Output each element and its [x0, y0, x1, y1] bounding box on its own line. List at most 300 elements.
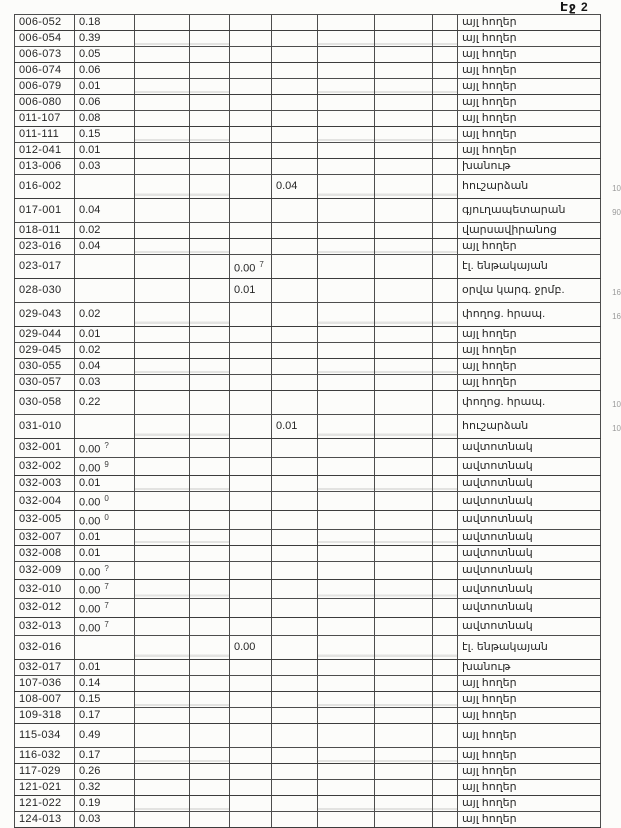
- table-row: [15, 303, 601, 327]
- table-row: [15, 47, 601, 63]
- land-use-label: ավտոտնակ: [462, 582, 533, 595]
- empty-cell: [135, 239, 190, 255]
- table-row: [15, 492, 601, 511]
- parcel-code-cell: 023-016: [15, 239, 75, 255]
- empty-cell: [318, 255, 375, 279]
- parcel-code-cell: 012-041: [15, 143, 75, 159]
- area-cell-alt2: [272, 31, 318, 47]
- empty-cell: [375, 529, 433, 545]
- area-cell-alt2: [272, 598, 318, 617]
- table-row: [15, 510, 601, 529]
- area-cell-alt2: [272, 510, 318, 529]
- empty-cell: [190, 748, 230, 764]
- empty-cell-narrow: [433, 510, 458, 529]
- area-value: 0.22: [79, 396, 101, 408]
- area-value: 0.00: [79, 515, 101, 528]
- empty-cell-narrow: [433, 476, 458, 492]
- area-cell-alt2: [272, 457, 318, 476]
- empty-cell: [135, 375, 190, 391]
- parcel-code-cell: 030-057: [15, 375, 75, 391]
- land-use-cell: [458, 415, 621, 439]
- parcel-code-cell: 121-022: [15, 796, 75, 812]
- land-use-cell: [458, 439, 601, 458]
- empty-cell-narrow: [433, 159, 458, 175]
- area-value: 0.32: [79, 781, 101, 794]
- area-cell-main: [75, 529, 135, 545]
- empty-cell: [375, 359, 433, 375]
- land-use-cell: [458, 127, 601, 143]
- land-use-cell: [458, 676, 601, 692]
- parcel-code-cell: 109-318: [15, 708, 75, 724]
- empty-cell: [375, 279, 433, 303]
- empty-cell: [190, 375, 230, 391]
- area-cell-alt1: [230, 111, 272, 127]
- empty-cell: [375, 561, 433, 580]
- table-row: [15, 439, 601, 458]
- land-use-label: այլ հողեր: [462, 344, 517, 356]
- land-use-label: խանութ: [462, 661, 511, 674]
- area-cell-alt2: [272, 159, 318, 175]
- empty-cell: [190, 692, 230, 708]
- empty-cell: [135, 15, 190, 31]
- land-use-cell: [458, 95, 601, 111]
- empty-cell: [135, 660, 190, 676]
- empty-cell: [318, 63, 375, 79]
- land-use-label: հուշարձան: [462, 180, 529, 192]
- table-row: [15, 476, 601, 492]
- land-use-cell: [458, 143, 601, 159]
- table-row: [15, 708, 601, 724]
- parcel-code-cell: 006-074: [15, 63, 75, 79]
- area-value: 0.18: [79, 16, 101, 28]
- parcel-code-cell: 032-005: [15, 510, 75, 529]
- land-use-cell: [458, 476, 601, 492]
- empty-cell-narrow: [433, 492, 458, 511]
- empty-cell-narrow: [433, 279, 458, 303]
- area-cell-alt2: [272, 476, 318, 492]
- area-cell-alt2: [272, 359, 318, 375]
- area-value: 0.01: [276, 420, 298, 432]
- table-row: [15, 159, 601, 175]
- area-cell-main: [75, 457, 135, 476]
- area-cell-main: [75, 159, 135, 175]
- empty-cell-narrow: [433, 63, 458, 79]
- area-cell-alt2: [272, 343, 318, 359]
- empty-cell: [190, 660, 230, 676]
- area-cell-main: [75, 796, 135, 812]
- area-value: 0.00: [79, 443, 101, 456]
- margin-mark: 10: [612, 423, 621, 433]
- empty-cell: [318, 223, 375, 239]
- area-cell-main: [75, 598, 135, 617]
- area-cell-alt1: [230, 510, 272, 529]
- land-use-cell: [458, 327, 601, 343]
- area-value: 0.05: [79, 48, 101, 60]
- area-cell-alt2: [272, 676, 318, 692]
- empty-cell: [135, 796, 190, 812]
- area-cell-alt1: [230, 159, 272, 175]
- area-value: 0.00: [79, 584, 101, 597]
- empty-cell-narrow: [433, 660, 458, 676]
- land-use-label: այլ հողեր: [462, 765, 517, 778]
- empty-cell: [375, 796, 433, 812]
- empty-cell: [190, 636, 230, 660]
- empty-cell-narrow: [433, 15, 458, 31]
- parcel-code-cell: 018-011: [15, 223, 75, 239]
- land-use-label: ավտոտնակ: [462, 563, 533, 576]
- area-cell-alt1: [230, 598, 272, 617]
- empty-cell: [375, 47, 433, 63]
- area-cell-alt1: [230, 660, 272, 676]
- empty-cell-narrow: [433, 580, 458, 599]
- empty-cell: [135, 343, 190, 359]
- empty-cell: [135, 391, 190, 415]
- area-cell-alt2: [272, 636, 318, 660]
- land-use-label: ավտոտնակ: [462, 546, 533, 559]
- land-use-cell: [458, 343, 601, 359]
- parcel-code-cell: 032-004: [15, 492, 75, 511]
- parcel-code-cell: 108-007: [15, 692, 75, 708]
- empty-cell: [318, 199, 375, 223]
- land-use-label: հուշարձան: [462, 420, 529, 432]
- empty-cell: [375, 708, 433, 724]
- area-value: 0.00: [234, 262, 256, 275]
- area-cell-alt1: [230, 636, 272, 660]
- land-use-label: ավտոտնակ: [462, 619, 533, 632]
- empty-cell: [190, 143, 230, 159]
- empty-cell: [135, 510, 190, 529]
- empty-cell-narrow: [433, 457, 458, 476]
- empty-cell: [375, 660, 433, 676]
- land-use-label: խանութ: [462, 160, 511, 172]
- area-cell-main: [75, 724, 135, 748]
- handwritten-annotation: ?: [104, 441, 109, 450]
- area-cell-alt2: [272, 415, 318, 439]
- area-cell-alt1: [230, 343, 272, 359]
- empty-cell: [375, 812, 433, 828]
- empty-cell: [135, 111, 190, 127]
- empty-cell: [375, 439, 433, 458]
- area-cell-alt2: [272, 63, 318, 79]
- area-cell-main: [75, 327, 135, 343]
- area-cell-alt2: [272, 111, 318, 127]
- area-cell-alt1: [230, 780, 272, 796]
- empty-cell: [318, 510, 375, 529]
- empty-cell: [190, 391, 230, 415]
- empty-cell: [190, 676, 230, 692]
- land-use-label: այլ հողեր: [462, 781, 517, 794]
- empty-cell: [135, 617, 190, 636]
- land-use-cell: [458, 199, 621, 223]
- empty-cell: [318, 708, 375, 724]
- area-cell-main: [75, 47, 135, 63]
- area-cell-main: [75, 617, 135, 636]
- area-value: 0.02: [79, 344, 101, 356]
- empty-cell: [135, 143, 190, 159]
- land-use-cell: [458, 561, 601, 580]
- land-use-cell: [458, 692, 601, 708]
- parcel-code-cell: 032-008: [15, 545, 75, 561]
- area-cell-main: [75, 79, 135, 95]
- empty-cell: [375, 343, 433, 359]
- table-row: [15, 31, 601, 47]
- empty-cell: [375, 223, 433, 239]
- table-row: [15, 15, 601, 31]
- area-value: 0.03: [79, 376, 101, 388]
- table-row: [15, 748, 601, 764]
- empty-cell: [375, 764, 433, 780]
- land-use-cell: [458, 598, 601, 617]
- land-use-cell: [458, 303, 621, 327]
- empty-cell: [135, 492, 190, 511]
- parcel-code-cell: 032-003: [15, 476, 75, 492]
- empty-cell-narrow: [433, 812, 458, 828]
- empty-cell: [375, 303, 433, 327]
- empty-cell: [190, 95, 230, 111]
- table-row: [15, 143, 601, 159]
- area-cell-main: [75, 223, 135, 239]
- parcel-code-cell: 032-013: [15, 617, 75, 636]
- area-value: 0.01: [79, 477, 101, 490]
- empty-cell: [135, 415, 190, 439]
- area-cell-alt2: [272, 692, 318, 708]
- empty-cell: [190, 175, 230, 199]
- empty-cell: [375, 63, 433, 79]
- empty-cell: [318, 561, 375, 580]
- empty-cell: [135, 127, 190, 143]
- area-cell-main: [75, 415, 135, 439]
- parcel-code-cell: 029-044: [15, 327, 75, 343]
- land-use-label: օրվա կարգ. ջրմբ.: [462, 284, 565, 296]
- parcel-code-cell: 032-002: [15, 457, 75, 476]
- land-use-cell: [458, 391, 621, 415]
- land-use-cell: [458, 223, 601, 239]
- page-number: Էջ 2: [560, 0, 589, 14]
- empty-cell: [318, 545, 375, 561]
- land-use-label: այլ հողեր: [462, 112, 517, 124]
- land-use-label: այլ հողեր: [462, 813, 517, 826]
- area-cell-alt1: [230, 239, 272, 255]
- land-use-cell: [458, 175, 621, 199]
- area-value: 0.00: [79, 496, 101, 509]
- empty-cell-narrow: [433, 375, 458, 391]
- table-row: [15, 812, 601, 828]
- empty-cell: [318, 457, 375, 476]
- area-cell-main: [75, 692, 135, 708]
- empty-cell: [318, 660, 375, 676]
- area-cell-alt2: [272, 391, 318, 415]
- parcel-code-cell: 117-029: [15, 764, 75, 780]
- empty-cell: [318, 617, 375, 636]
- area-cell-alt1: [230, 796, 272, 812]
- area-cell-alt2: [272, 812, 318, 828]
- land-use-label: այլ հողեր: [462, 376, 517, 388]
- land-use-label: գյուղապետարան: [462, 204, 566, 216]
- land-use-cell: [458, 255, 601, 279]
- land-use-label: էլ. ենթակայան: [462, 641, 548, 654]
- empty-cell: [190, 415, 230, 439]
- empty-cell-narrow: [433, 31, 458, 47]
- empty-cell: [190, 545, 230, 561]
- table-row: [15, 780, 601, 796]
- empty-cell: [318, 143, 375, 159]
- land-use-label: այլ հողեր: [462, 328, 517, 340]
- area-cell-alt1: [230, 439, 272, 458]
- empty-cell: [135, 598, 190, 617]
- parcel-code-cell: 032-001: [15, 439, 75, 458]
- table-row: [15, 127, 601, 143]
- empty-cell: [375, 545, 433, 561]
- area-value: 0.17: [79, 709, 101, 722]
- area-cell-main: [75, 359, 135, 375]
- table-row: [15, 724, 601, 748]
- empty-cell: [375, 79, 433, 95]
- parcel-code-cell: 013-006: [15, 159, 75, 175]
- empty-cell: [190, 47, 230, 63]
- area-cell-alt1: [230, 31, 272, 47]
- empty-cell: [190, 708, 230, 724]
- empty-cell: [318, 724, 375, 748]
- empty-cell: [135, 327, 190, 343]
- empty-cell: [135, 764, 190, 780]
- area-cell-main: [75, 580, 135, 599]
- land-use-label: այլ հողեր: [462, 240, 517, 252]
- area-cell-alt2: [272, 545, 318, 561]
- area-cell-main: [75, 780, 135, 796]
- land-use-label: ավտոտնակ: [462, 477, 533, 490]
- parcel-code-cell: 031-010: [15, 415, 75, 439]
- empty-cell: [318, 327, 375, 343]
- table-row: [15, 676, 601, 692]
- area-cell-main: [75, 199, 135, 223]
- empty-cell: [135, 545, 190, 561]
- area-cell-alt1: [230, 303, 272, 327]
- empty-cell: [318, 780, 375, 796]
- area-cell-alt1: [230, 175, 272, 199]
- land-use-label: այլ հողեր: [462, 709, 517, 722]
- empty-cell: [375, 15, 433, 31]
- area-cell-alt2: [272, 47, 318, 63]
- empty-cell: [375, 95, 433, 111]
- handwritten-annotation: 7: [104, 600, 109, 610]
- area-cell-main: [75, 127, 135, 143]
- area-cell-main: [75, 764, 135, 780]
- land-use-cell: [458, 31, 601, 47]
- land-use-label: փողոց. հրապ.: [462, 308, 546, 320]
- empty-cell: [135, 561, 190, 580]
- empty-cell: [190, 111, 230, 127]
- empty-cell: [375, 199, 433, 223]
- land-use-label: այլ հողեր: [462, 144, 517, 156]
- land-use-cell: [458, 159, 601, 175]
- empty-cell-narrow: [433, 175, 458, 199]
- area-cell-alt1: [230, 692, 272, 708]
- area-cell-alt2: [272, 660, 318, 676]
- empty-cell: [318, 31, 375, 47]
- handwritten-annotation: 0: [104, 512, 109, 522]
- table-row: [15, 617, 601, 636]
- empty-cell-narrow: [433, 439, 458, 458]
- table-row: [15, 343, 601, 359]
- handwritten-annotation: ?: [104, 563, 109, 573]
- area-cell-main: [75, 31, 135, 47]
- area-cell-alt2: [272, 95, 318, 111]
- table-row: [15, 636, 601, 660]
- area-cell-alt1: [230, 359, 272, 375]
- empty-cell: [190, 359, 230, 375]
- empty-cell: [190, 239, 230, 255]
- table-row: [15, 359, 601, 375]
- area-cell-alt2: [272, 748, 318, 764]
- area-cell-main: [75, 636, 135, 660]
- parcel-code-cell: 032-010: [15, 580, 75, 599]
- empty-cell: [135, 31, 190, 47]
- area-cell-main: [75, 676, 135, 692]
- area-cell-alt1: [230, 415, 272, 439]
- area-cell-alt1: [230, 15, 272, 31]
- table-row: [15, 580, 601, 599]
- parcel-code-cell: 124-013: [15, 812, 75, 828]
- land-use-cell: [458, 111, 601, 127]
- area-cell-alt2: [272, 561, 318, 580]
- empty-cell: [135, 692, 190, 708]
- empty-cell: [190, 598, 230, 617]
- land-use-label: ավտոտնակ: [462, 459, 533, 472]
- empty-cell: [190, 63, 230, 79]
- land-use-cell: [458, 780, 601, 796]
- parcel-code-cell: 006-080: [15, 95, 75, 111]
- land-use-label: ավտոտնակ: [462, 441, 533, 454]
- area-value: 0.02: [79, 224, 101, 236]
- area-value: 0.01: [79, 328, 101, 340]
- empty-cell: [190, 15, 230, 31]
- empty-cell: [190, 580, 230, 599]
- area-cell-alt2: [272, 492, 318, 511]
- area-cell-alt2: [272, 327, 318, 343]
- empty-cell-narrow: [433, 199, 458, 223]
- empty-cell: [135, 79, 190, 95]
- table-row: [15, 199, 601, 223]
- empty-cell: [190, 812, 230, 828]
- empty-cell-narrow: [433, 708, 458, 724]
- empty-cell: [135, 580, 190, 599]
- area-value: 0.01: [234, 284, 256, 296]
- empty-cell: [190, 796, 230, 812]
- empty-cell-narrow: [433, 617, 458, 636]
- area-value: 0.00: [79, 603, 101, 616]
- area-value: 0.04: [79, 204, 101, 216]
- table-row: [15, 545, 601, 561]
- empty-cell: [135, 708, 190, 724]
- empty-cell: [318, 636, 375, 660]
- handwritten-annotation: 7: [104, 582, 109, 592]
- margin-mark: 16: [612, 287, 621, 297]
- area-cell-main: [75, 255, 135, 279]
- area-cell-main: [75, 510, 135, 529]
- empty-cell: [375, 159, 433, 175]
- empty-cell-narrow: [433, 598, 458, 617]
- empty-cell-narrow: [433, 223, 458, 239]
- area-cell-alt2: [272, 223, 318, 239]
- empty-cell: [190, 439, 230, 458]
- area-value: 0.00: [79, 622, 101, 635]
- land-use-cell: [458, 375, 601, 391]
- empty-cell: [318, 439, 375, 458]
- parcel-code-cell: 006-073: [15, 47, 75, 63]
- empty-cell: [318, 391, 375, 415]
- empty-cell: [375, 391, 433, 415]
- area-cell-alt2: [272, 239, 318, 255]
